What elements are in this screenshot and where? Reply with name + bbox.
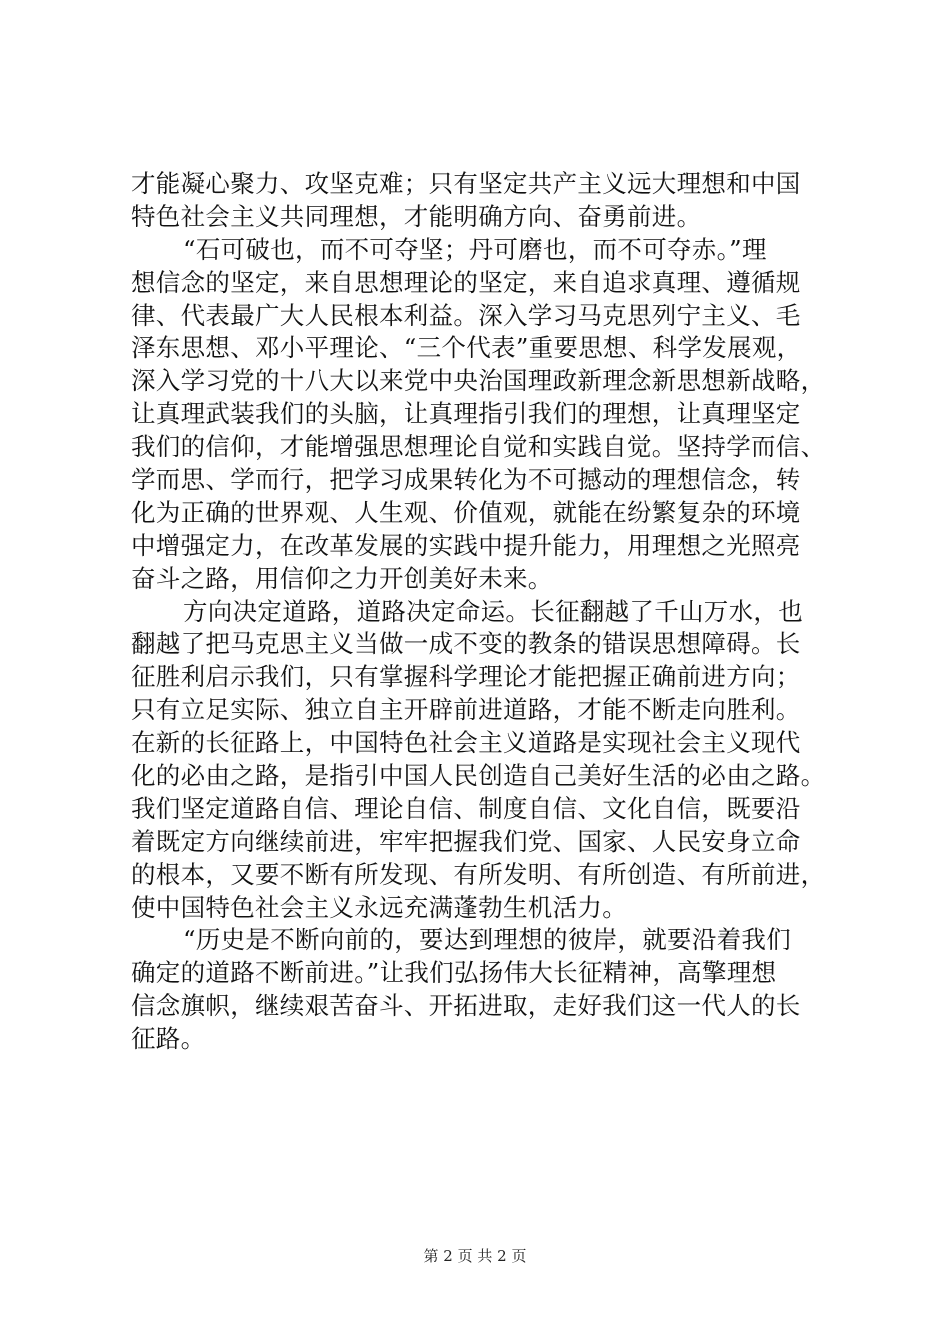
text-line-26: 信念旗帜，继续艰苦奋斗、开拓进取，走好我们这一代人的长 (131, 991, 801, 1021)
text-line-4: 想信念的坚定，来自思想理论的坚定，来自追求真理、遵循规 (131, 267, 801, 297)
text-line-9: 我们的信仰，才能增强思想理论自觉和实践自觉。坚持学而信、 (131, 432, 826, 462)
text-line-17: 只有立足实际、独立自主开辟前进道路，才能不断走向胜利。 (131, 695, 801, 725)
text-line-18: 在新的长征路上，中国特色社会主义道路是实现社会主义现代 (131, 728, 801, 758)
text-line-16: 征胜利启示我们，只有掌握科学理论才能把握正确前进方向； (131, 662, 801, 692)
text-line-11: 化为正确的世界观、人生观、价值观，就能在纷繁复杂的环境 (131, 497, 801, 527)
text-line-6: 泽东思想、邓小平理论、“三个代表”重要思想、科学发展观， (131, 333, 802, 363)
text-line-19: 化的必由之路，是指引中国人民创造自己美好生活的必由之路。 (131, 761, 826, 791)
text-line-14: 方向决定道路，道路决定命运。长征翻越了千山万水，也 (183, 596, 803, 626)
text-line-20: 我们坚定道路自信、理论自信、制度自信、文化自信，既要沿 (131, 793, 801, 823)
text-line-5: 律、代表最广大人民根本利益。深入学习马克思列宁主义、毛 (131, 300, 801, 330)
document-body (131, 168, 831, 1056)
text-line-25: 确定的道路不断前进。”让我们弘扬伟大长征精神，高擎理想 (131, 958, 777, 988)
text-line-10: 学而思、学而行，把学习成果转化为不可撼动的理想信念，转 (131, 465, 801, 495)
text-line-15: 翻越了把马克思主义当做一成不变的教条的错误思想障碍。长 (131, 629, 801, 659)
text-line-22: 的根本，又要不断有所发现、有所发明、有所创造、有所前进， (131, 859, 826, 889)
text-line-13: 奋斗之路，用信仰之力开创美好未来。 (131, 563, 553, 593)
text-line-8: 让真理武装我们的头脑，让真理指引我们的理想，让真理坚定 (131, 399, 801, 429)
text-line-12: 中增强定力，在改革发展的实践中提升能力，用理想之光照亮 (131, 530, 801, 560)
text-line-21: 着既定方向继续前进，牢牢把握我们党、国家、人民安身立命 (131, 826, 801, 856)
text-line-1: 才能凝心聚力、攻坚克难；只有坚定共产主义远大理想和中国 (131, 169, 801, 198)
text-line-3: “石可破也，而不可夺坚；丹可磨也，而不可夺赤。”理 (183, 234, 767, 264)
text-line-24: “历史是不断向前的，要达到理想的彼岸，就要沿着我们 (183, 925, 792, 955)
text-line-2: 特色社会主义共同理想，才能明确方向、奋勇前进。 (131, 201, 702, 231)
page-number-footer: 第 2 页 共 2 页 (423, 1247, 527, 1265)
text-line-23: 使中国特色社会主义永远充满蓬勃生机活力。 (131, 892, 627, 922)
text-line-7: 深入学习党的十八大以来党中央治国理政新理念新思想新战略， (131, 366, 826, 396)
text-line-27: 征路。 (131, 1024, 206, 1054)
